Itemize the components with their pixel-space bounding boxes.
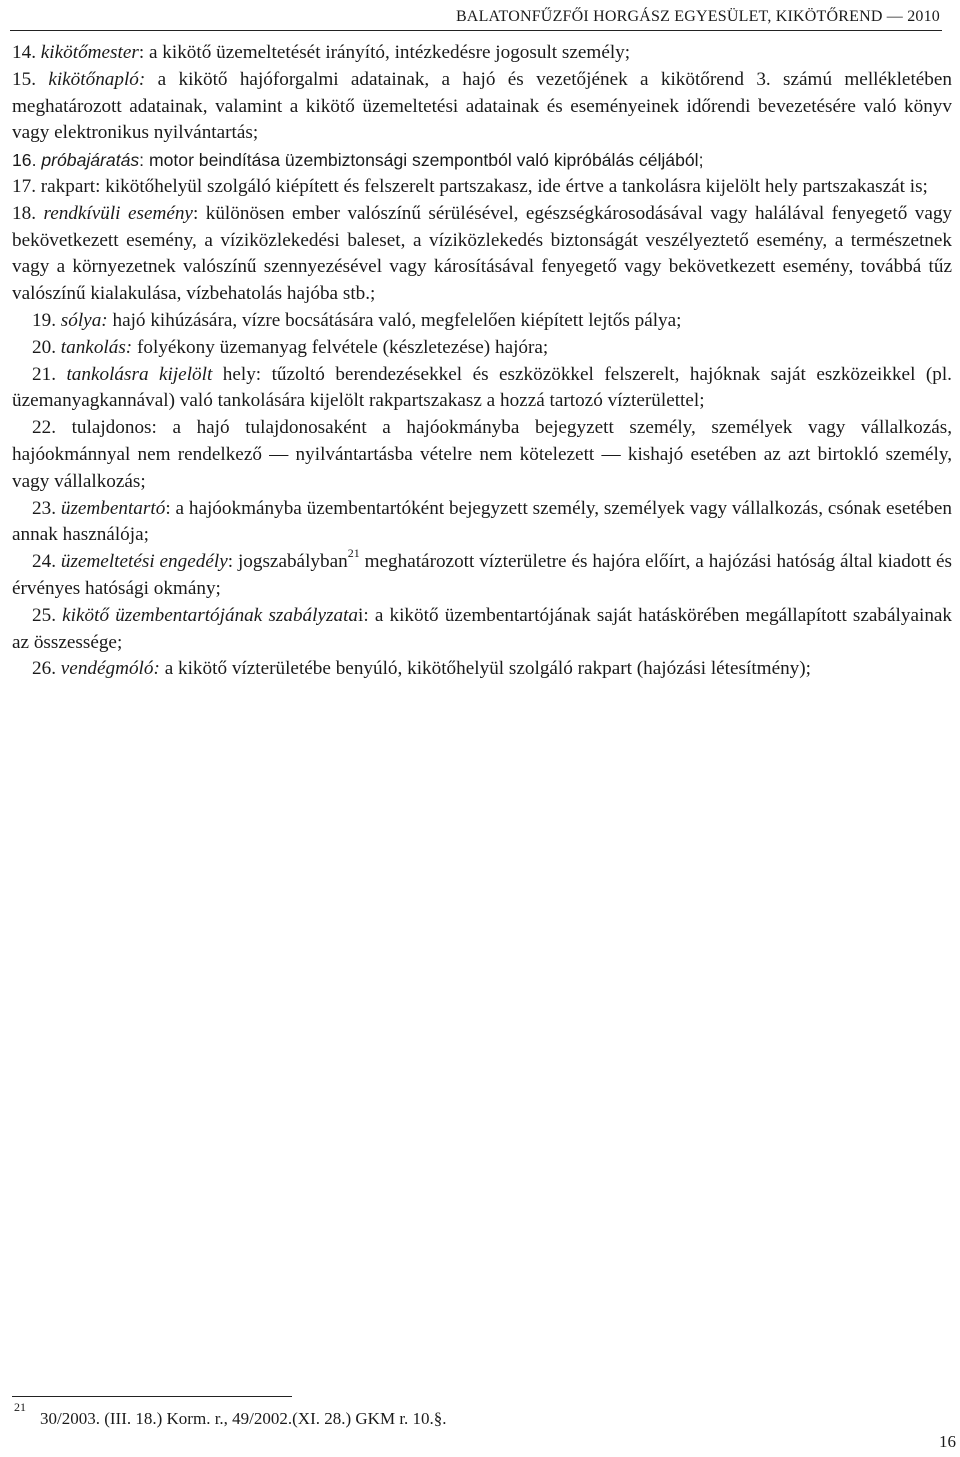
definition-term: üzembentartó: [60, 497, 166, 519]
definition-23: [12, 496, 952, 550]
definition-text: a kikötő vízterületébe benyúló, kikötőhelyül szolgáló rakpart (hajózási létesítmény);: [159, 658, 812, 680]
definition-number: 15.: [12, 68, 36, 90]
definition-number: 18.: [12, 202, 36, 224]
footnote-text: 30/2003. (III. 18.) Korm. r., 49/2002.(XI. 28.) GKM r. 10.§.: [40, 1409, 447, 1428]
definition-term: tankolásra kijelölt: [66, 363, 213, 385]
definition-text: hajó kihúzására, vízre bocsátására való, megfelelően kiépített lejtős pálya;: [107, 309, 682, 331]
definition-number: 23.: [32, 497, 56, 519]
footnote: [14, 1400, 447, 1429]
page-number: 16: [939, 1432, 956, 1451]
definition-text: a kikötő hajóforgalmi adatainak, a hajó és vezetőjének a kikötőrend 3. számú mellékletében meghatározott adatainak, valamint a kikötő üzemeltetési adatainak és eseményeinek időrendi bevezetésére való könyv vagy elektronikus nyilvántartás;: [12, 68, 952, 144]
footnote-marker: 21: [14, 1400, 26, 1415]
definition-text: motor beindítása üzembiztonsági szempontból való kipróbálás céljából;: [144, 150, 704, 171]
definition-text: a hajóokmányba üzembentartóként bejegyzett személy, személyek vagy vállalkozás, csónak esetében annak használója;: [12, 497, 953, 546]
definition-term: üzemeltetési engedély: [60, 551, 228, 573]
definition-number: 25.: [32, 604, 56, 626]
definition-term: kikötő üzembentartójának szabályzata: [62, 604, 358, 626]
definition-number: 14.: [12, 42, 36, 63]
definitions-list: [12, 40, 952, 683]
definition-number: 21.: [32, 363, 56, 385]
running-header: BALATONFŰZFŐI HORGÁSZ EGYESÜLET, KIKÖTŐREND — 2010: [455, 8, 940, 25]
definition-number: 22.: [32, 417, 56, 439]
definition-text: különösen ember valószínű sérülésével, egészségkárosodásával vagy halálával fenyegető vagy bekövetkezett esemény, a víziközlekedési baleset, a víziközlekedés biztonságát veszélyeztető esemény, a természetnek vagy a környezetnek valószínű szennyezésével vagy károsításával fenyegető vagy bekövetkezett esemény, továbbá tűz valószínű kialakulása, vízbehatolás hajóba stb.;: [12, 202, 953, 305]
footnote-reference[interactable]: 21: [347, 545, 360, 560]
definition-24: [12, 545, 953, 603]
header-rule: [10, 30, 942, 31]
definition-number: 19.: [32, 309, 56, 331]
definition-16: [12, 147, 952, 174]
definition-15: [12, 67, 952, 147]
definition-17: [12, 174, 952, 201]
definition-term-suffix: i:: [358, 604, 369, 626]
definition-term-suffix: :: [165, 497, 171, 519]
definition-term-suffix: :: [227, 551, 234, 573]
definition-26: [12, 656, 952, 683]
definition-term: kikötőmester: [40, 42, 139, 63]
definition-number: 17.: [12, 175, 36, 197]
definition-term: vendégmóló:: [60, 658, 160, 680]
definition-number: 20.: [32, 336, 56, 358]
definition-term-suffix: :: [192, 202, 199, 224]
definition-number: 24.: [32, 551, 56, 573]
definition-text: hely: tűzoltó berendezésekkel és eszközökkel felszerelt, hajóknak saját eszközeikkel (pl. üzemanyagkannával) való tankolására kijelölt rakpartszakasz a hozzá tartozó vízterülettel;: [12, 363, 952, 412]
definition-text: folyékony üzemanyag felvétele (készletezése) hajóra;: [132, 336, 549, 358]
definition-number: 26.: [32, 658, 56, 680]
definition-term: próbajáratás: [41, 150, 140, 171]
definition-term-suffix: :: [138, 42, 145, 63]
definition-text: a kikötő üzemeltetését irányító, intézkedésre jogosult személy;: [144, 42, 631, 63]
definition-term-suffix: :: [139, 150, 145, 171]
definition-text-before-footnote: jogszabályban: [233, 551, 348, 573]
definition-text: rakpart: kikötőhelyül szolgáló kiépített és felszerelt partszakasz, ide értve a tankolásra kijelölt hely partszakaszát is;: [35, 175, 928, 197]
definition-21: [12, 362, 952, 416]
definition-14: [12, 40, 952, 67]
definition-term: kikötőnapló:: [48, 68, 146, 90]
definition-19: [12, 308, 952, 335]
definition-20: [12, 335, 952, 362]
footnote-rule: [12, 1396, 292, 1397]
definition-number: 16.: [12, 150, 37, 171]
definition-25: [12, 603, 952, 657]
definition-text: tulajdonos: a hajó tulajdonosaként a hajóokmányba bejegyzett személy, személyek vagy vállalkozás, hajóokmánnyal nem rendelkező — nyilvántartásba vételre nem kötelezett — kishajó esetében az azt birtokló személy, vagy vállalkozás;: [12, 417, 952, 492]
definition-term: sólya:: [60, 309, 108, 331]
definition-text: meghatározott vízterületre és hajóra előírt, a hajózási hatóság által kiadott és érvényes hatósági okmány;: [12, 551, 953, 599]
definition-term: tankolás:: [60, 336, 133, 358]
definition-18: [12, 201, 952, 308]
definition-text: a kikötő üzembentartójának saját hatáskörében megállapított szabályainak az összessége;: [12, 604, 953, 653]
definition-22: [12, 415, 952, 495]
definition-term: rendkívüli esemény: [43, 202, 193, 224]
